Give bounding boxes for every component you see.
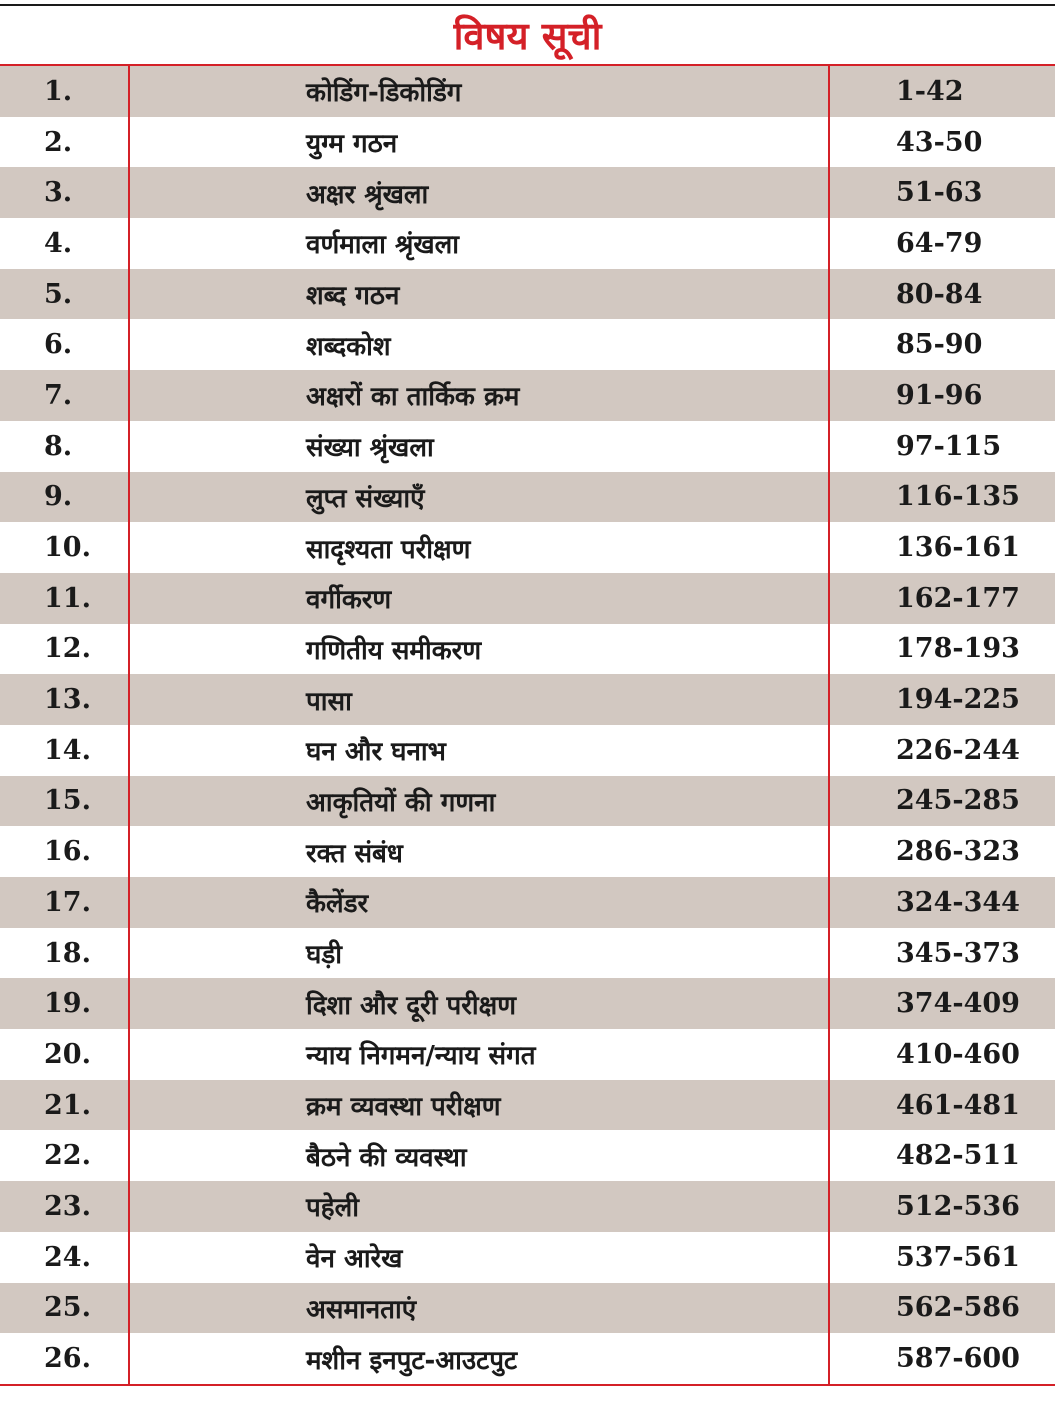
top-rule: [0, 4, 1055, 6]
chapter-title: लुप्त संख्याएँ: [306, 483, 425, 514]
chapter-title: बैठने की व्यवस्था: [306, 1142, 467, 1173]
chapter-title: गणितीय समीकरण: [306, 635, 482, 666]
page-range: 461-481: [896, 1089, 1020, 1121]
table-row: [0, 1130, 1055, 1181]
table-row: [0, 1283, 1055, 1334]
page-range: 64-79: [896, 227, 983, 259]
table-row: [0, 522, 1055, 573]
page-range: 374-409: [896, 988, 1020, 1020]
table-of-contents: [0, 64, 1055, 1386]
chapter-title: मशीन इनपुट-आउटपुट: [306, 1345, 518, 1376]
page-range: 43-50: [896, 126, 983, 158]
table-row: [0, 877, 1055, 928]
page-range: 410-460: [896, 1038, 1020, 1070]
column-divider-right: [828, 66, 830, 1384]
table-row: [0, 674, 1055, 725]
chapter-title: शब्द गठन: [306, 281, 400, 312]
table-row: [0, 978, 1055, 1029]
chapter-number: 15.: [44, 785, 91, 817]
chapter-number: 23.: [44, 1190, 91, 1222]
table-row: [0, 167, 1055, 218]
page-range: 537-561: [896, 1241, 1020, 1273]
chapter-title: न्याय निगमन/न्याय संगत: [306, 1041, 536, 1072]
chapter-title: संख्या श्रृंखला: [306, 433, 434, 464]
chapter-title: वर्णमाला श्रृंखला: [306, 230, 459, 261]
table-row: [0, 776, 1055, 827]
page-range: 178-193: [896, 633, 1020, 665]
chapter-number: 24.: [44, 1241, 91, 1273]
chapter-number: 18.: [44, 937, 91, 969]
table-row: [0, 269, 1055, 320]
chapter-number: 12.: [44, 633, 91, 665]
page-range: 80-84: [896, 278, 983, 310]
page-range: 345-373: [896, 937, 1020, 969]
chapter-title: कोडिंग-डिकोडिंग: [306, 78, 462, 109]
chapter-number: 17.: [44, 886, 91, 918]
chapter-number: 6.: [44, 329, 73, 361]
table-row: [0, 1181, 1055, 1232]
table-row: [0, 66, 1055, 117]
chapter-title: रक्त संबंध: [306, 838, 403, 869]
chapter-number: 8.: [44, 430, 73, 462]
chapter-title: वेन आरेख: [306, 1244, 403, 1275]
table-row: [0, 1080, 1055, 1131]
column-divider-left: [128, 66, 130, 1384]
chapter-number: 10.: [44, 532, 91, 564]
chapter-number: 3.: [44, 177, 73, 209]
table-row: [0, 117, 1055, 168]
page-title: विषय सूची: [453, 14, 602, 58]
table-row: [0, 319, 1055, 370]
page-range: 136-161: [896, 532, 1020, 564]
page-range: 1-42: [896, 75, 964, 107]
chapter-title: शब्दकोश: [306, 331, 391, 362]
page-range: 226-244: [896, 734, 1020, 766]
page-range: 512-536: [896, 1190, 1020, 1222]
chapter-number: 11.: [44, 582, 91, 614]
chapter-title: घन और घनाभ: [306, 737, 446, 768]
chapter-title: युग्म गठन: [306, 129, 398, 160]
chapter-number: 9.: [44, 481, 73, 513]
table-row: [0, 472, 1055, 523]
page-range: 162-177: [896, 582, 1020, 614]
page-range: 286-323: [896, 836, 1020, 868]
table-row: [0, 826, 1055, 877]
chapter-title: क्रम व्यवस्था परीक्षण: [306, 1092, 501, 1123]
page-range: 51-63: [896, 177, 983, 209]
table-row: [0, 370, 1055, 421]
chapter-number: 2.: [44, 126, 73, 158]
chapter-title: पासा: [306, 686, 352, 717]
table-row: [0, 1333, 1055, 1384]
chapter-number: 19.: [44, 988, 91, 1020]
chapter-number: 4.: [44, 227, 73, 259]
chapter-title: अक्षरों का तार्किक क्रम: [306, 382, 520, 413]
chapter-number: 20.: [44, 1038, 91, 1070]
page-range: 562-586: [896, 1292, 1020, 1324]
chapter-title: पहेली: [306, 1193, 359, 1224]
chapter-title: कैलेंडर: [306, 889, 369, 920]
page-range: 245-285: [896, 785, 1020, 817]
chapter-number: 21.: [44, 1089, 91, 1121]
page-range: 85-90: [896, 329, 983, 361]
chapter-number: 1.: [44, 75, 73, 107]
chapter-number: 16.: [44, 836, 91, 868]
chapter-title: सादृश्यता परीक्षण: [306, 534, 471, 565]
chapter-number: 26.: [44, 1343, 91, 1375]
page-range: 97-115: [896, 430, 1002, 462]
table-row: [0, 725, 1055, 776]
page-range: 194-225: [896, 684, 1020, 716]
table-row: [0, 928, 1055, 979]
page-range: 587-600: [896, 1343, 1020, 1375]
table-row: [0, 1029, 1055, 1080]
table-row: [0, 421, 1055, 472]
page-range: 91-96: [896, 379, 983, 411]
page-range: 482-511: [896, 1140, 1020, 1172]
chapter-title: असमानताएं: [306, 1294, 417, 1325]
table-row: [0, 573, 1055, 624]
table-row: [0, 1232, 1055, 1283]
chapter-number: 22.: [44, 1140, 91, 1172]
chapter-title: वर्गीकरण: [306, 585, 392, 616]
chapter-number: 5.: [44, 278, 73, 310]
chapter-number: 7.: [44, 379, 73, 411]
chapter-title: आकृतियों की गणना: [306, 787, 496, 818]
chapter-number: 13.: [44, 684, 91, 716]
table-row: [0, 624, 1055, 675]
chapter-title: दिशा और दूरी परीक्षण: [306, 990, 517, 1021]
page-range: 324-344: [896, 886, 1020, 918]
chapter-title: घड़ी: [306, 940, 343, 971]
chapter-number: 25.: [44, 1292, 91, 1324]
chapter-number: 14.: [44, 734, 91, 766]
page-range: 116-135: [896, 481, 1020, 513]
table-row: [0, 218, 1055, 269]
chapter-title: अक्षर श्रृंखला: [306, 179, 429, 210]
